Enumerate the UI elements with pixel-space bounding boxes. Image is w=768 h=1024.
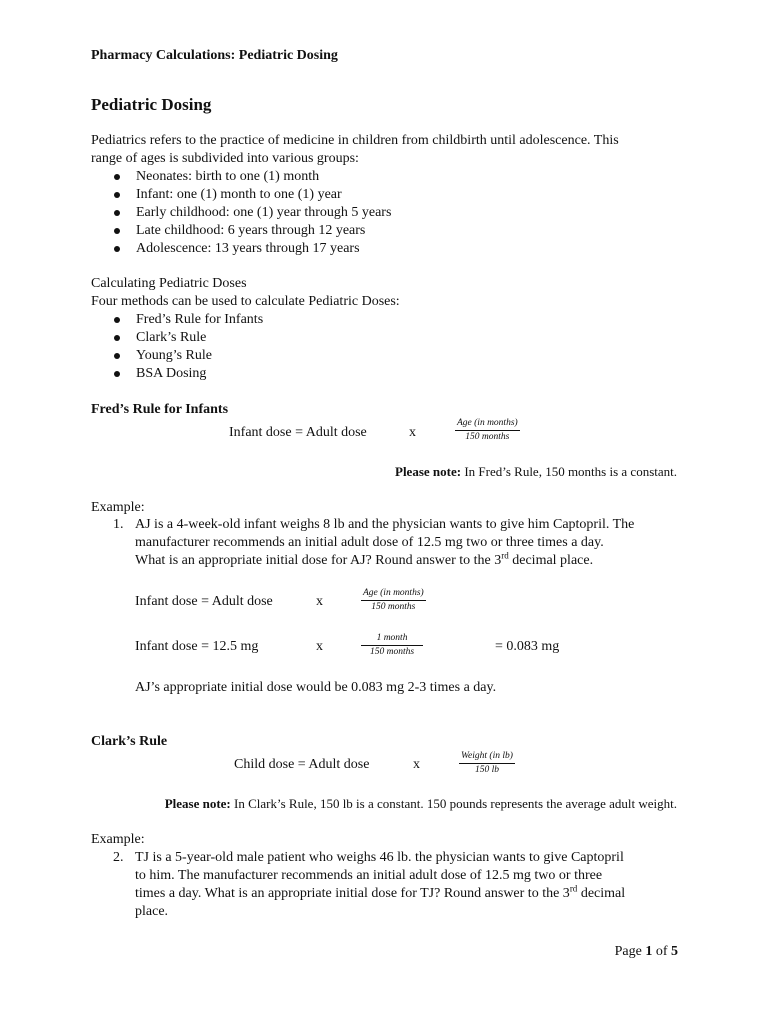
fraction-numerator: 1 month bbox=[361, 633, 423, 646]
list-item: Infant: one (1) month to one (1) year bbox=[113, 186, 391, 204]
clarks-example-line-2: to him. The manufacturer recommends an initial adult dose of 12.5 mg two or three bbox=[135, 868, 603, 883]
fraction-denominator: 150 lb bbox=[474, 765, 499, 775]
clarks-example-line-4: place. bbox=[135, 904, 169, 919]
freds-step2-left: Infant dose = 12.5 mg bbox=[135, 639, 259, 654]
clarks-formula-left: Child dose = Adult dose bbox=[234, 757, 370, 772]
clarks-example-line-1: TJ is a 5-year-old male patient who weighs 46 lb. the physician wants to give Captopril bbox=[135, 850, 624, 865]
list-item: Young’s Rule bbox=[113, 347, 263, 365]
intro-line-1: Pediatrics refers to the practice of medicine in children from childbirth until adolescence. This bbox=[91, 133, 619, 148]
freds-note bbox=[395, 463, 677, 481]
list-item: Early childhood: one (1) year through 5 years bbox=[113, 204, 391, 222]
fraction-denominator: 150 months bbox=[465, 432, 510, 442]
intro-line-2: range of ages is subdivided into various groups: bbox=[91, 151, 359, 166]
clarks-example-label: Example: bbox=[91, 832, 145, 847]
list-item: Fred’s Rule for Infants bbox=[113, 311, 263, 329]
calc-title: Calculating Pediatric Doses bbox=[91, 276, 247, 291]
clarks-note bbox=[165, 795, 677, 813]
freds-step1-left: Infant dose = Adult dose bbox=[135, 594, 273, 609]
freds-example-line-3: What is an appropriate initial dose for AJ? Round answer to the 3rd decimal place. bbox=[135, 550, 594, 568]
section-title: Pediatric Dosing bbox=[91, 95, 212, 114]
note-label: Please note: bbox=[395, 464, 462, 479]
calc-subtitle: Four methods can be used to calculate Pediatric Doses: bbox=[91, 294, 400, 309]
freds-formula-left: Infant dose = Adult dose bbox=[229, 425, 367, 440]
note-label: Please note: bbox=[164, 796, 231, 811]
list-item: Neonates: birth to one (1) month bbox=[113, 168, 391, 186]
freds-step1-times: x bbox=[316, 594, 323, 609]
freds-example-line-2: manufacturer recommends an initial adult dose of 12.5 mg two or three times a day. bbox=[135, 535, 604, 550]
fraction-numerator: Weight (in lb) bbox=[459, 751, 515, 764]
note-text: In Fred’s Rule, 150 months is a constant. bbox=[461, 464, 677, 479]
clarks-formula-times: x bbox=[413, 757, 420, 772]
freds-example-label: Example: bbox=[91, 500, 145, 515]
freds-example-line-1: AJ is a 4-week-old infant weighs 8 lb and the physician wants to give him Captopril. The bbox=[135, 517, 635, 532]
freds-answer: AJ’s appropriate initial dose would be 0.083 mg 2-3 times a day. bbox=[135, 680, 497, 695]
clarks-formula-fraction bbox=[459, 751, 515, 776]
page-number: Page 1 of 5 bbox=[614, 944, 678, 959]
age-group-list bbox=[113, 168, 391, 258]
methods-list bbox=[113, 311, 263, 383]
note-text: In Clark’s Rule, 150 lb is a constant. 150 pounds represents the average adult weight. bbox=[230, 796, 677, 811]
fraction-numerator: Age (in months) bbox=[361, 588, 426, 601]
freds-step2-result: = 0.083 mg bbox=[495, 639, 560, 654]
list-item: Clark’s Rule bbox=[113, 329, 263, 347]
fraction-denominator: 150 months bbox=[369, 647, 415, 657]
freds-formula-times: x bbox=[409, 425, 416, 440]
freds-step1-fraction bbox=[361, 588, 426, 613]
freds-formula-fraction bbox=[455, 418, 520, 443]
document-header: Pharmacy Calculations: Pediatric Dosing bbox=[91, 48, 338, 63]
list-item: BSA Dosing bbox=[113, 365, 263, 383]
freds-step2-times: x bbox=[316, 639, 323, 654]
example-number: 1. bbox=[113, 517, 124, 532]
list-item: Adolescence: 13 years through 17 years bbox=[113, 240, 391, 258]
example-number: 2. bbox=[113, 850, 124, 865]
clarks-example-line-3: times a day. What is an appropriate initial dose for TJ? Round answer to the 3rd decimal bbox=[135, 883, 626, 901]
fraction-denominator: 150 months bbox=[371, 602, 416, 612]
freds-rule-heading: Fred’s Rule for Infants bbox=[91, 402, 229, 417]
fraction-numerator: Age (in months) bbox=[455, 418, 520, 431]
freds-step2-fraction bbox=[361, 633, 423, 658]
list-item: Late childhood: 6 years through 12 years bbox=[113, 222, 391, 240]
clarks-rule-heading: Clark’s Rule bbox=[91, 734, 168, 749]
